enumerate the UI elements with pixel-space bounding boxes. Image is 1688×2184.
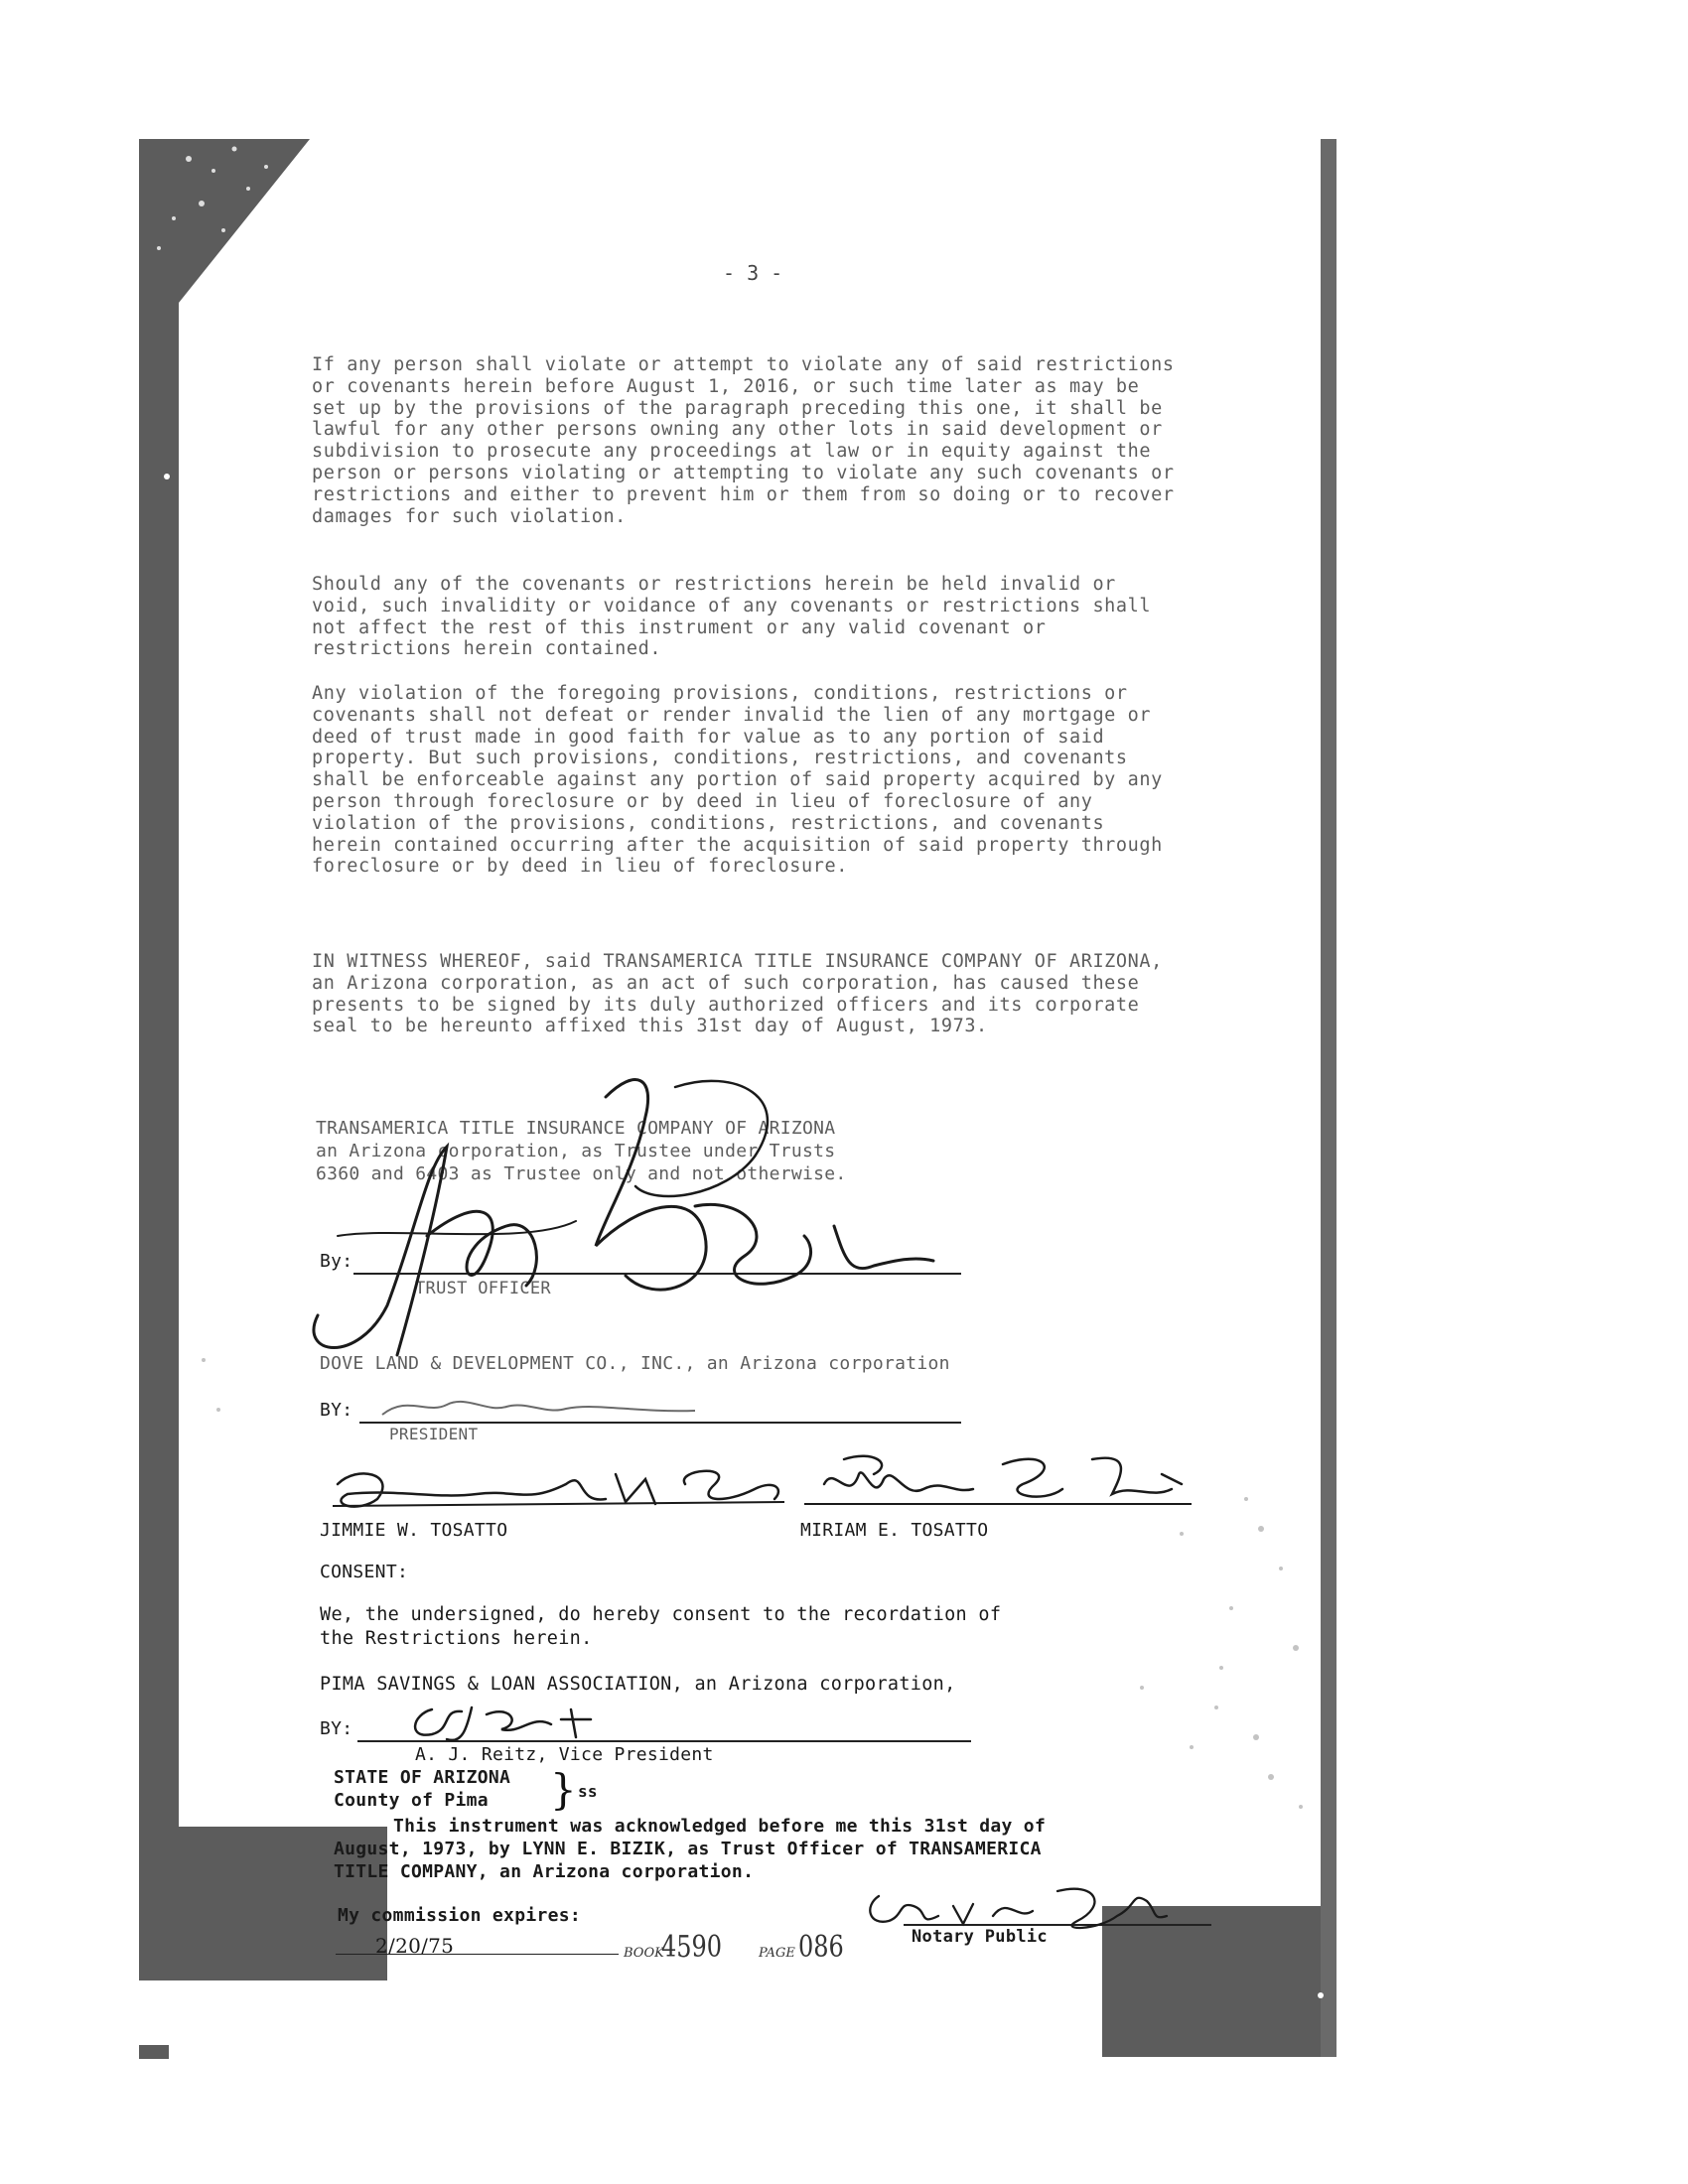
paragraph-witness: IN WITNESS WHEREOF, said TRANSAMERICA TITLE INSURANCE COMPANY OF ARIZONA, an Arizona corporation, as an act of such corporation, has caused these presents to be signed by its duly authorized officers and its corporate seal to be hereunto affixed this 31st day of August, 1973. [312,951,1163,1037]
president-signature [377,1385,715,1425]
developer-name: DOVE LAND & DEVELOPMENT CO., INC., an Arizona corporation [320,1353,950,1374]
commission-line [336,1954,619,1955]
page-label: PAGE [759,1946,795,1961]
notary-county: County of Pima [334,1790,489,1811]
trustee-by-label: By: [320,1251,353,1272]
notary-commission-date: 2/20/75 [375,1934,455,1958]
consent-line-1: We, the undersigned, do hereby consent to the recordation of [320,1604,1002,1625]
developer-by-label: BY: [320,1400,353,1421]
association-by-label: BY: [320,1718,353,1739]
trustee-title: TRUST OFFICER [415,1279,551,1298]
notary-line-1: This instrument was acknowledged before me this 31st day of [393,1816,1047,1837]
notary-state: STATE OF ARIZONA [334,1767,511,1788]
page-number: - 3 - [723,261,783,285]
trust-officer-signature [278,1057,973,1385]
association-name: PIMA SAVINGS & LOAN ASSOCIATION, an Arizona corporation, [320,1674,956,1695]
miriam-tosatto-signature [804,1444,1201,1524]
paragraph-violation: If any person shall violate or attempt to violate any of said restrictions or covenants herein before August 1, 2016, or such time later as may be set up by the provisions of the paragraph preceding this one, it shall be lawful for any other persons owning any other lots in said development or subdivision to prosecute any proceedings at law or in equity against the person or persons violating or attempting to violate any such covenants or restrictions and either to prevent him or them from so doing or to recover damages for such violation. [312,354,1175,527]
owner-left-name: JIMMIE W. TOSATTO [320,1520,508,1541]
notary-title: Notary Public [912,1927,1048,1947]
consent-heading: CONSENT: [320,1562,409,1582]
owner-right-name: MIRIAM E. TOSATTO [800,1520,989,1541]
trustee-line-3: 6360 and 6403 as Trustee only and not otherwise. [316,1163,847,1184]
consent-line-2: the Restrictions herein. [320,1628,593,1649]
trustee-line-2: an Arizona corporation, as Trustee under Trusts [316,1141,836,1161]
notary-ss: ss [578,1782,598,1801]
notary-line-2: August, 1973, by LYNN E. BIZIK, as Trust Officer of TRANSAMERICA [334,1839,1042,1859]
notary-line-3: TITLE COMPANY, an Arizona corporation. [334,1861,755,1882]
paragraph-invalidity: Should any of the covenants or restrictions herein be held invalid or void, such invalidity or voidance of any covenants or restrictions shall not affect the rest of this instrument or any valid covenant or restrictions herein contained. [312,574,1152,660]
notary-brace: } [550,1765,577,1814]
recorded-page-number: 086 [798,1930,844,1965]
association-signer: A. J. Reitz, Vice President [415,1744,714,1765]
trustee-line-1: TRANSAMERICA TITLE INSURANCE COMPANY OF ARIZONA [316,1118,836,1139]
book-label: BOOK [624,1946,664,1961]
developer-title: PRESIDENT [389,1425,479,1443]
reitz-signature [402,1700,621,1749]
book-number: 4590 [661,1930,723,1965]
jimmie-tosatto-signature [318,1444,794,1524]
notary-commission-label: My commission expires: [338,1905,582,1926]
paragraph-mortgage: Any violation of the foregoing provisions, conditions, restrictions or covenants shall not defeat or render invalid the lien of any mortgage or deed of trust made in good faith for value as to any portion of said property. But such provisions, conditions, restrictions, and covenants shall be enforceable against any portion of said property acquired by any person through foreclosure or by deed in lieu of foreclosure of any violation of the provisions, conditions, restrictions, and covenants herein contained occurring after the acquisition of said property through foreclosure or by deed in lieu of foreclosure. [312,683,1163,878]
